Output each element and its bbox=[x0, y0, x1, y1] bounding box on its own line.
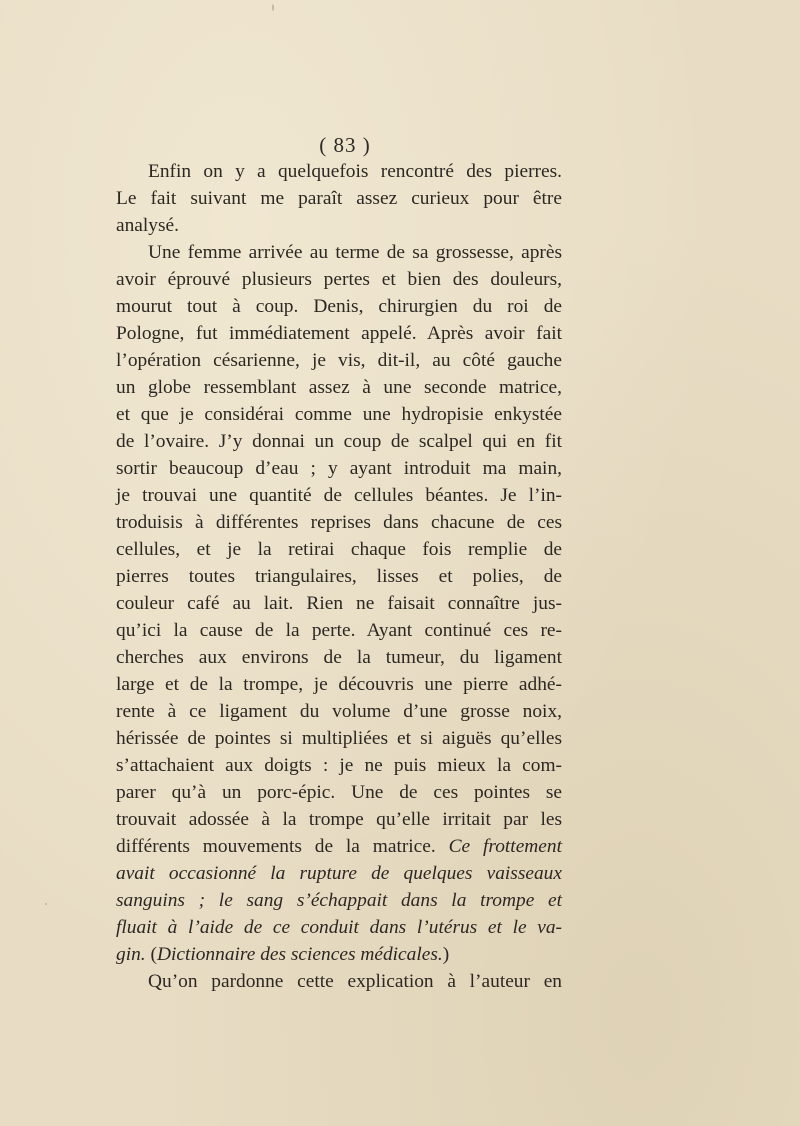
text-line: analysé. bbox=[116, 215, 179, 236]
text-line: Enfin on y a quelquefois rencontré des pierres. bbox=[148, 161, 562, 182]
text-line: l’opération césarienne, je vis, dit-il, au côté gauche bbox=[116, 350, 562, 371]
text-line: hérissée de pointes si multipliées et si aiguës qu’elles bbox=[116, 728, 562, 749]
text-line-mixed bbox=[116, 941, 562, 968]
body-text bbox=[116, 158, 562, 995]
text-segment: différents mouvements de la matrice. bbox=[116, 836, 436, 857]
text-line: Une femme arrivée au terme de sa grossesse, après bbox=[148, 242, 562, 263]
text-line: et que je considérai comme une hydropisie enkystée bbox=[116, 404, 562, 425]
text-line: parer qu’à un porc-épic. Une de ces pointes se bbox=[116, 782, 562, 803]
text-line: pierres toutes triangulaires, lisses et polies, de bbox=[116, 566, 562, 587]
text-segment: ) bbox=[442, 944, 450, 965]
text-line: qu’ici la cause de la perte. Ayant continué ces re- bbox=[116, 620, 562, 641]
text-line: rente à ce ligament du volume d’une grosse noix, bbox=[116, 701, 562, 722]
paper-speck bbox=[45, 903, 47, 905]
text-line: je trouvai une quantité de cellules béantes. Je l’in- bbox=[116, 485, 562, 506]
text-line-mixed bbox=[116, 833, 562, 860]
text-line: de l’ovaire. J’y donnai un coup de scalpel qui en fit bbox=[116, 431, 562, 452]
text-line: cellules, et je la retirai chaque fois remplie de bbox=[116, 539, 562, 560]
text-line: fluait à l’aide de ce conduit dans l’utérus et le va- bbox=[116, 917, 562, 938]
text-line: sanguins ; le sang s’échappait dans la trompe et bbox=[116, 890, 562, 911]
text-segment-italic: gin. bbox=[116, 944, 146, 965]
text-line: Qu’on pardonne cette explication à l’auteur en bbox=[148, 971, 562, 992]
text-line: un globe ressemblant assez à une seconde matrice, bbox=[116, 377, 562, 398]
page-number: ( 83 ) bbox=[319, 133, 371, 157]
text-line: large et de la trompe, je découvris une pierre adhé- bbox=[116, 674, 562, 695]
text-line: couleur café au lait. Rien ne faisait connaître jus- bbox=[116, 593, 562, 614]
text-line: sortir beaucoup d’eau ; y ayant introduit ma main, bbox=[116, 458, 562, 479]
text-line: Pologne, fut immédiatement appelé. Après avoir fait bbox=[116, 323, 562, 344]
text-line: mourut tout à coup. Denis, chirurgien du roi de bbox=[116, 296, 562, 317]
text-line: avoir éprouvé plusieurs pertes et bien des douleurs, bbox=[116, 269, 562, 290]
text-line: s’attachaient aux doigts : je ne puis mieux la com- bbox=[116, 755, 562, 776]
text-segment: ( bbox=[150, 944, 157, 965]
text-segment-italic: Ce frottement bbox=[448, 836, 562, 857]
text-line: cherches aux environs de la tumeur, du ligament bbox=[116, 647, 562, 668]
text-line: avait occasionné la rupture de quelques vaisseaux bbox=[116, 863, 562, 884]
text-line: Le fait suivant me paraît assez curieux pour être bbox=[116, 188, 562, 209]
paper-speck bbox=[272, 4, 274, 11]
text-line: trouvait adossée à la trompe qu’elle irritait par les bbox=[116, 809, 562, 830]
citation-italic: Dictionnaire des sciences médicales. bbox=[156, 944, 443, 965]
text-line: troduisis à différentes reprises dans chacune de ces bbox=[116, 512, 562, 533]
